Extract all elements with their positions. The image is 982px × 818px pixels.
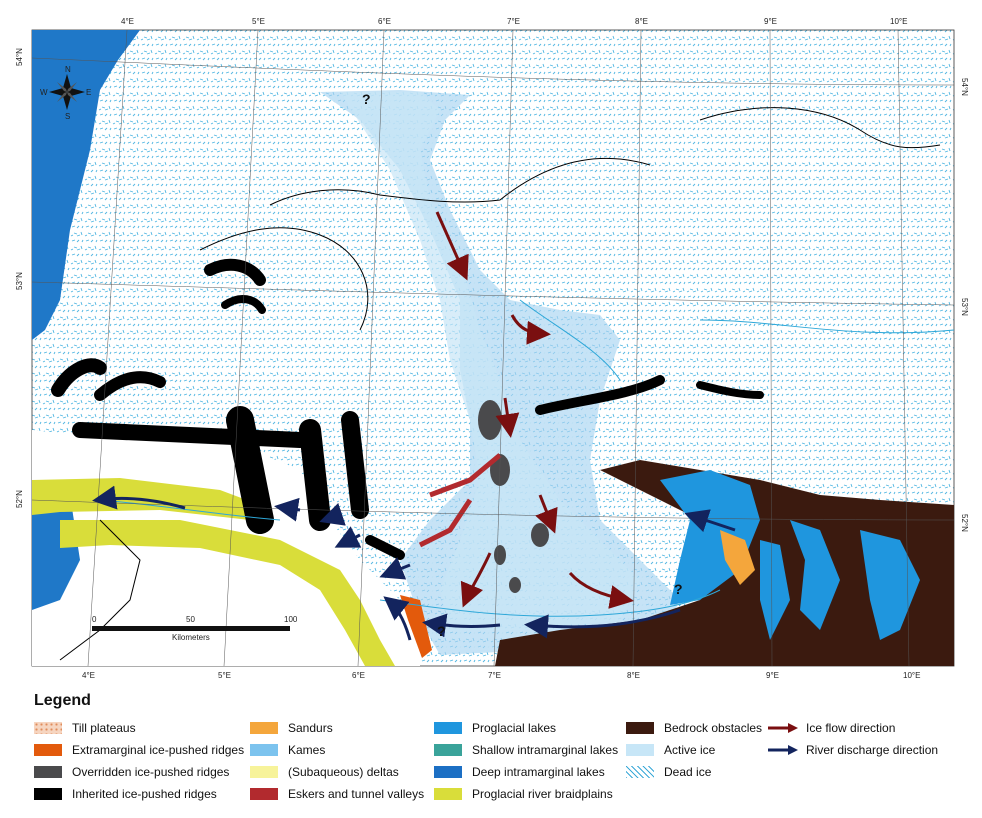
swatch-till-plateaus — [34, 722, 62, 734]
scale-label-100: 100 — [284, 615, 298, 624]
lat-label: 53°N — [960, 298, 969, 316]
scale-label-0: 0 — [92, 615, 97, 624]
swatch-proglacial-lakes — [434, 722, 462, 734]
lat-label: 54°N — [960, 78, 969, 96]
lon-label: 7°E — [507, 17, 520, 26]
lat-label: 53°N — [15, 272, 24, 290]
lon-label: 4°E — [82, 671, 95, 680]
lon-label: 8°E — [635, 17, 648, 26]
swatch-dead-ice — [626, 766, 654, 778]
swatch-braidplains — [434, 788, 462, 800]
scale-label-50: 50 — [186, 615, 195, 624]
swatch-inherited — [34, 788, 62, 800]
ice-flow-arrow-icon — [768, 723, 798, 733]
legend-title: Legend — [34, 692, 91, 709]
lon-label: 10°E — [903, 671, 921, 680]
compass-n: N — [65, 65, 71, 74]
lat-label: 54°N — [15, 48, 24, 66]
compass-w: W — [40, 88, 48, 97]
swatch-extramarginal — [34, 744, 62, 756]
lon-label: 8°E — [627, 671, 640, 680]
lat-label: 52°N — [15, 490, 24, 508]
lon-label: 6°E — [378, 17, 391, 26]
lon-labels-bottom — [82, 671, 920, 680]
lon-label: 10°E — [890, 17, 908, 26]
swatch-kames — [250, 744, 278, 756]
swatch-deep-lakes — [434, 766, 462, 778]
swatch-deltas — [250, 766, 278, 778]
scale-unit: Kilometers — [172, 633, 210, 642]
lon-label: 7°E — [488, 671, 501, 680]
lon-label: 5°E — [218, 671, 231, 680]
lon-label: 9°E — [764, 17, 777, 26]
legend: Legend Till plateaus Extramarginal ice-pushed ridges Overridden ice-pushed ridges Inherited ice-pushed ridges Sandurs Kames (Subaqueous) deltas Eskers and tunnel valleys Proglacial lakes Shallow intramarginal lakes Deep intramarginal lakes Proglacial river braidplains Bedrock obstacles Active ice Dead ice Ice flow direction River discharge direction — [34, 692, 939, 801]
question-mark: ? — [437, 623, 446, 639]
lon-label: 5°E — [252, 17, 265, 26]
compass-s: S — [65, 112, 71, 121]
lon-label: 4°E — [121, 17, 134, 26]
lat-label: 52°N — [960, 514, 969, 532]
swatch-sandurs — [250, 722, 278, 734]
swatch-shallow-lakes — [434, 744, 462, 756]
question-mark: ? — [362, 91, 371, 107]
swatch-overridden — [34, 766, 62, 778]
river-discharge-arrow-icon — [768, 745, 798, 755]
lon-label: 9°E — [766, 671, 779, 680]
swatch-active-ice — [626, 744, 654, 756]
swatch-eskers — [250, 788, 278, 800]
swatch-bedrock — [626, 722, 654, 734]
lon-labels-top — [121, 17, 907, 26]
lon-label: 6°E — [352, 671, 365, 680]
compass-e: E — [86, 88, 92, 97]
question-mark: ? — [674, 581, 683, 597]
